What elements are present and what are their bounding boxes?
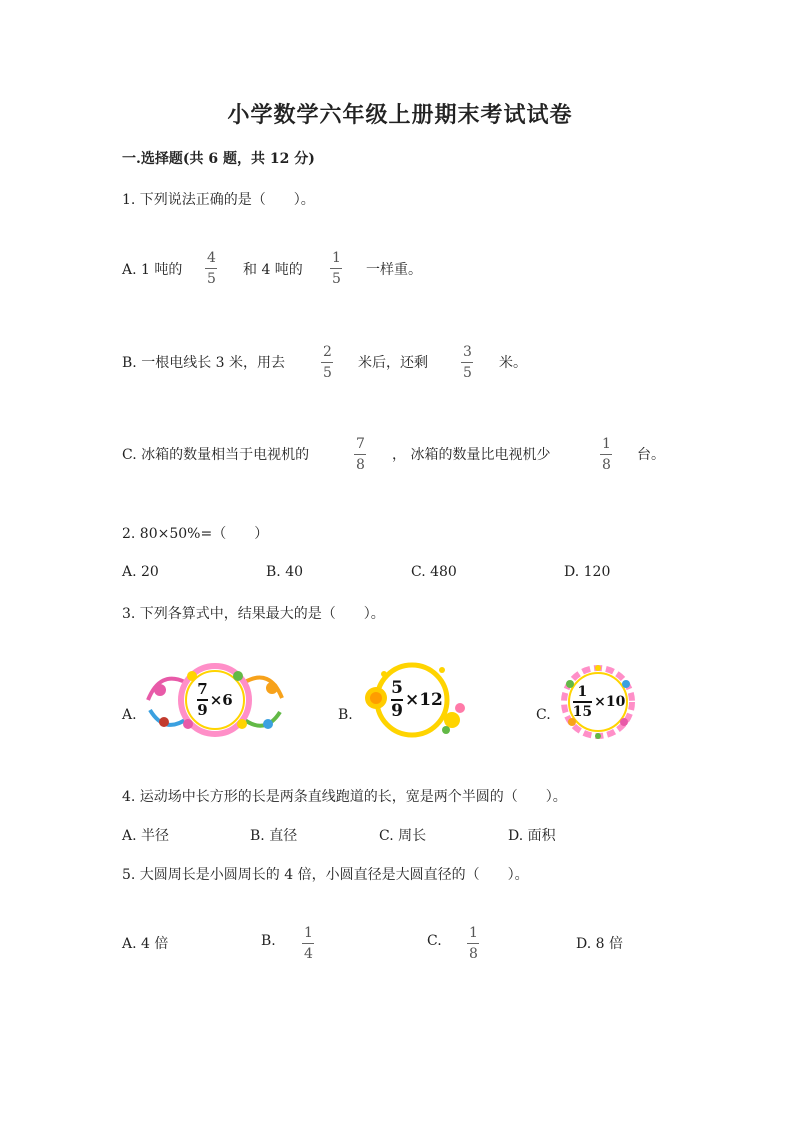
numerator: 5 [391,678,403,698]
option-b-text-post: 米。 [499,355,527,371]
multiplier: ×6 [209,691,233,709]
fraction-4-5 [205,251,218,286]
option-b-text-mid: 米后，还剩 [358,355,428,371]
fraction-7-8 [354,437,367,472]
fraction-1-8-q5 [467,926,480,961]
question-4-option-c: C. 周长 [379,828,427,844]
numerator: 1 [304,925,313,941]
denominator: 8 [602,457,611,473]
fraction-1-5 [330,251,343,286]
option-c-text-mid: ， 冰箱的数量比电视机少 [392,447,551,463]
denominator: 15 [572,704,593,720]
denominator: 4 [304,946,313,962]
fraction-1-8 [600,437,613,472]
question-3-stem: 3. 下列各算式中，结果最大的是（ ）。 [122,606,385,622]
option-c-text-pre: C. 冰箱的数量相当于电视机的 [122,447,310,463]
numerator: 1 [577,684,588,700]
option-a-text-mid: 和 4 吨的 [243,262,303,278]
question-2-stem: 2. 80×50%=（ ） [122,526,269,542]
denominator: 5 [332,271,341,287]
section-heading: 一.选择题(共 6 题，共 12 分) [122,151,315,167]
numerator: 3 [463,344,472,360]
question-4-option-b: B. 直径 [250,828,298,844]
fraction-2-5 [321,345,334,380]
question-5-option-b-label: B. [261,933,276,949]
question-5-option-c-label: C. [427,933,442,949]
question-3-option-c-label: C. [536,707,551,723]
flower-wreath-image-b [360,660,470,740]
question-5-stem: 5. 大圆周长是小圆周长的 4 倍，小圆直径是大圆直径的（ ）。 [122,867,529,883]
expression-b [386,676,448,724]
question-5-option-d: D. 8 倍 [576,936,623,952]
denominator: 9 [197,701,208,719]
question-1-stem: 1. 下列说法正确的是（ ）。 [122,192,315,208]
question-3-option-a-label: A. [122,707,137,723]
question-5-option-a: A. 4 倍 [122,936,169,952]
numerator: 2 [323,344,332,360]
denominator: 8 [356,457,365,473]
expression-c [570,680,628,724]
question-2-option-d: D. 120 [564,564,611,580]
option-a-text-pre: A. 1 吨的 [122,262,183,278]
expression-a [187,678,243,722]
multiplier: ×10 [594,694,626,710]
fraction-1-4 [302,926,315,961]
question-4-option-a: A. 半径 [122,828,170,844]
question-2-option-c: C. 480 [411,564,457,580]
flower-wreath-image-a [140,660,290,740]
option-b-text-pre: B. 一根电线长 3 米，用去 [122,355,285,371]
multiplier: ×12 [404,690,443,710]
fraction-3-5 [461,345,474,380]
page-title: 小学数学六年级上册期末考试试卷 [227,102,573,128]
denominator: 5 [207,271,216,287]
numerator: 7 [356,436,365,452]
question-2-option-a: A. 20 [122,564,159,580]
numerator: 1 [332,250,341,266]
question-2-option-b: B. 40 [266,564,304,580]
question-3-option-b-label: B. [338,707,353,723]
question-4-option-d: D. 面积 [508,828,556,844]
denominator: 8 [469,946,478,962]
numerator: 1 [602,436,611,452]
question-4-stem: 4. 运动场中长方形的长是两条直线跑道的长，宽是两个半圆的（ ）。 [122,789,567,805]
denominator: 5 [323,365,332,381]
denominator: 9 [391,701,403,721]
numerator: 4 [207,250,216,266]
option-a-text-post: 一样重。 [366,262,422,278]
numerator: 1 [469,925,478,941]
numerator: 7 [197,680,208,698]
denominator: 5 [463,365,472,381]
option-c-text-post: 台。 [637,447,665,463]
flower-wreath-image-c [560,664,636,740]
